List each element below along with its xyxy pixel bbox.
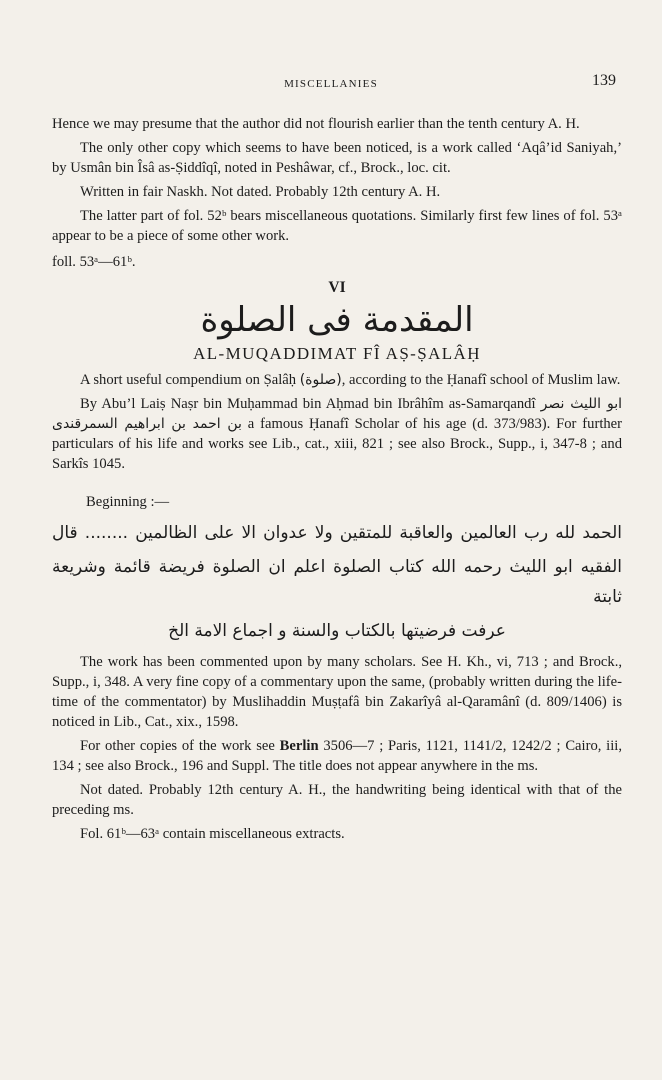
running-title: MISCELLANIES bbox=[284, 78, 378, 90]
beginning-label: Beginning :— bbox=[86, 494, 170, 510]
section-number: VI bbox=[328, 279, 346, 296]
top-section bbox=[52, 114, 622, 848]
paragraph-other-copy: The only other copy which seems to have been noticed, is a work called ‘Aqâ’id Saniyah,’ by Usmân bin Îsâ as-Ṣiddîqî, noted in Peshâwar, cf., Brock., loc. cit. bbox=[52, 140, 622, 176]
english-title: AL-MUQADDIMAT FÎ AṢ-ṢALÂḤ bbox=[193, 344, 481, 363]
copies-text-b: 3506—7 ; Paris, 1121, 1141/2, 1242/2 ; Cairo, iii, 134 ; see also Brock., 196 and Suppl. The title does not appear anywhere in the ms. bbox=[52, 738, 622, 774]
paragraph-folio-note: The latter part of fol. 52ᵇ bears miscellaneous quotations. Similarly first few lines of fol. 53ᵃ appear to be a piece of some other work. bbox=[52, 208, 622, 244]
description-text-a: A short useful compendium on Ṣalâḥ bbox=[80, 372, 297, 388]
description-text-b: , according to the Ḥanafî school of Muslim law. bbox=[341, 372, 621, 388]
author-text-a: By Abu’l Laiṣ Naṣr bin Muḥammad bin Aḥmad bin Ibrâhîm as-Samarqandî bbox=[80, 396, 536, 412]
author-text-b: a famous Ḥanafî Scholar of his age (d. 373/983). For further particulars of his life and works see Lib., cat., xiii, 821 ; see also Brock., Supp., i, 347-8 ; and Sarkîs 1045. bbox=[52, 416, 623, 472]
paragraph-date-conclusion: Hence we may presume that the author did not flourish earlier than the tenth century A. H. bbox=[52, 116, 580, 132]
arabic-incipit bbox=[52, 518, 622, 646]
folio-range: foll. 53ᵃ—61ᵇ. bbox=[52, 254, 136, 270]
copies-text-a: For other copies of the work see bbox=[80, 738, 280, 754]
page-number: 139 bbox=[592, 72, 616, 89]
paragraph-dating: Not dated. Probably 12th century A. H., the handwriting being identical with that of the preceding ms. bbox=[52, 782, 622, 818]
incipit-line-3: عرفت فرضيتها بالكتاب والسنة و اجماع الامة الخ bbox=[168, 621, 506, 641]
paragraph-extracts: Fol. 61ᵇ—63ᵃ contain miscellaneous extracts. bbox=[80, 826, 345, 842]
incipit-line-1: الحمد لله رب العالمين والعاقبة للمتقين ولا عدوان الا على الظالمين ........ قال bbox=[52, 523, 622, 543]
arabic-title: المقدمة فى الصلوة bbox=[200, 300, 474, 340]
copies-berlin: Berlin bbox=[279, 738, 319, 754]
paragraph-other-copies bbox=[52, 736, 622, 776]
arabic-term-salah: (صلوة) bbox=[299, 372, 342, 388]
paragraph-description bbox=[52, 370, 622, 390]
author-arabic-name: ابو الليث نصر بن احمد بن ابراهيم السمرقندى bbox=[52, 396, 622, 432]
paragraph-author bbox=[52, 394, 622, 474]
paragraph-commentaries: The work has been commented upon by many scholars. See H. Kh., vi, 713 ; and Brock., Supp., i, 348. A very fine copy of a commentary upon the same, (probably written during the life-time of the commentator) by Muslihaddin Muṣṭafâ bin Zakarîyâ al-Qaramânî (d. 809/1406) is noticed in Lib., Cat., xix., 1598. bbox=[52, 654, 622, 730]
incipit-line-2: الفقيه ابو الليث رحمه الله كتاب الصلوة اعلم ان الصلوة فريضة قائمة وشريعة ثابتة bbox=[52, 557, 622, 607]
paragraph-script-note: Written in fair Naskh. Not dated. Probably 12th century A. H. bbox=[80, 184, 441, 200]
